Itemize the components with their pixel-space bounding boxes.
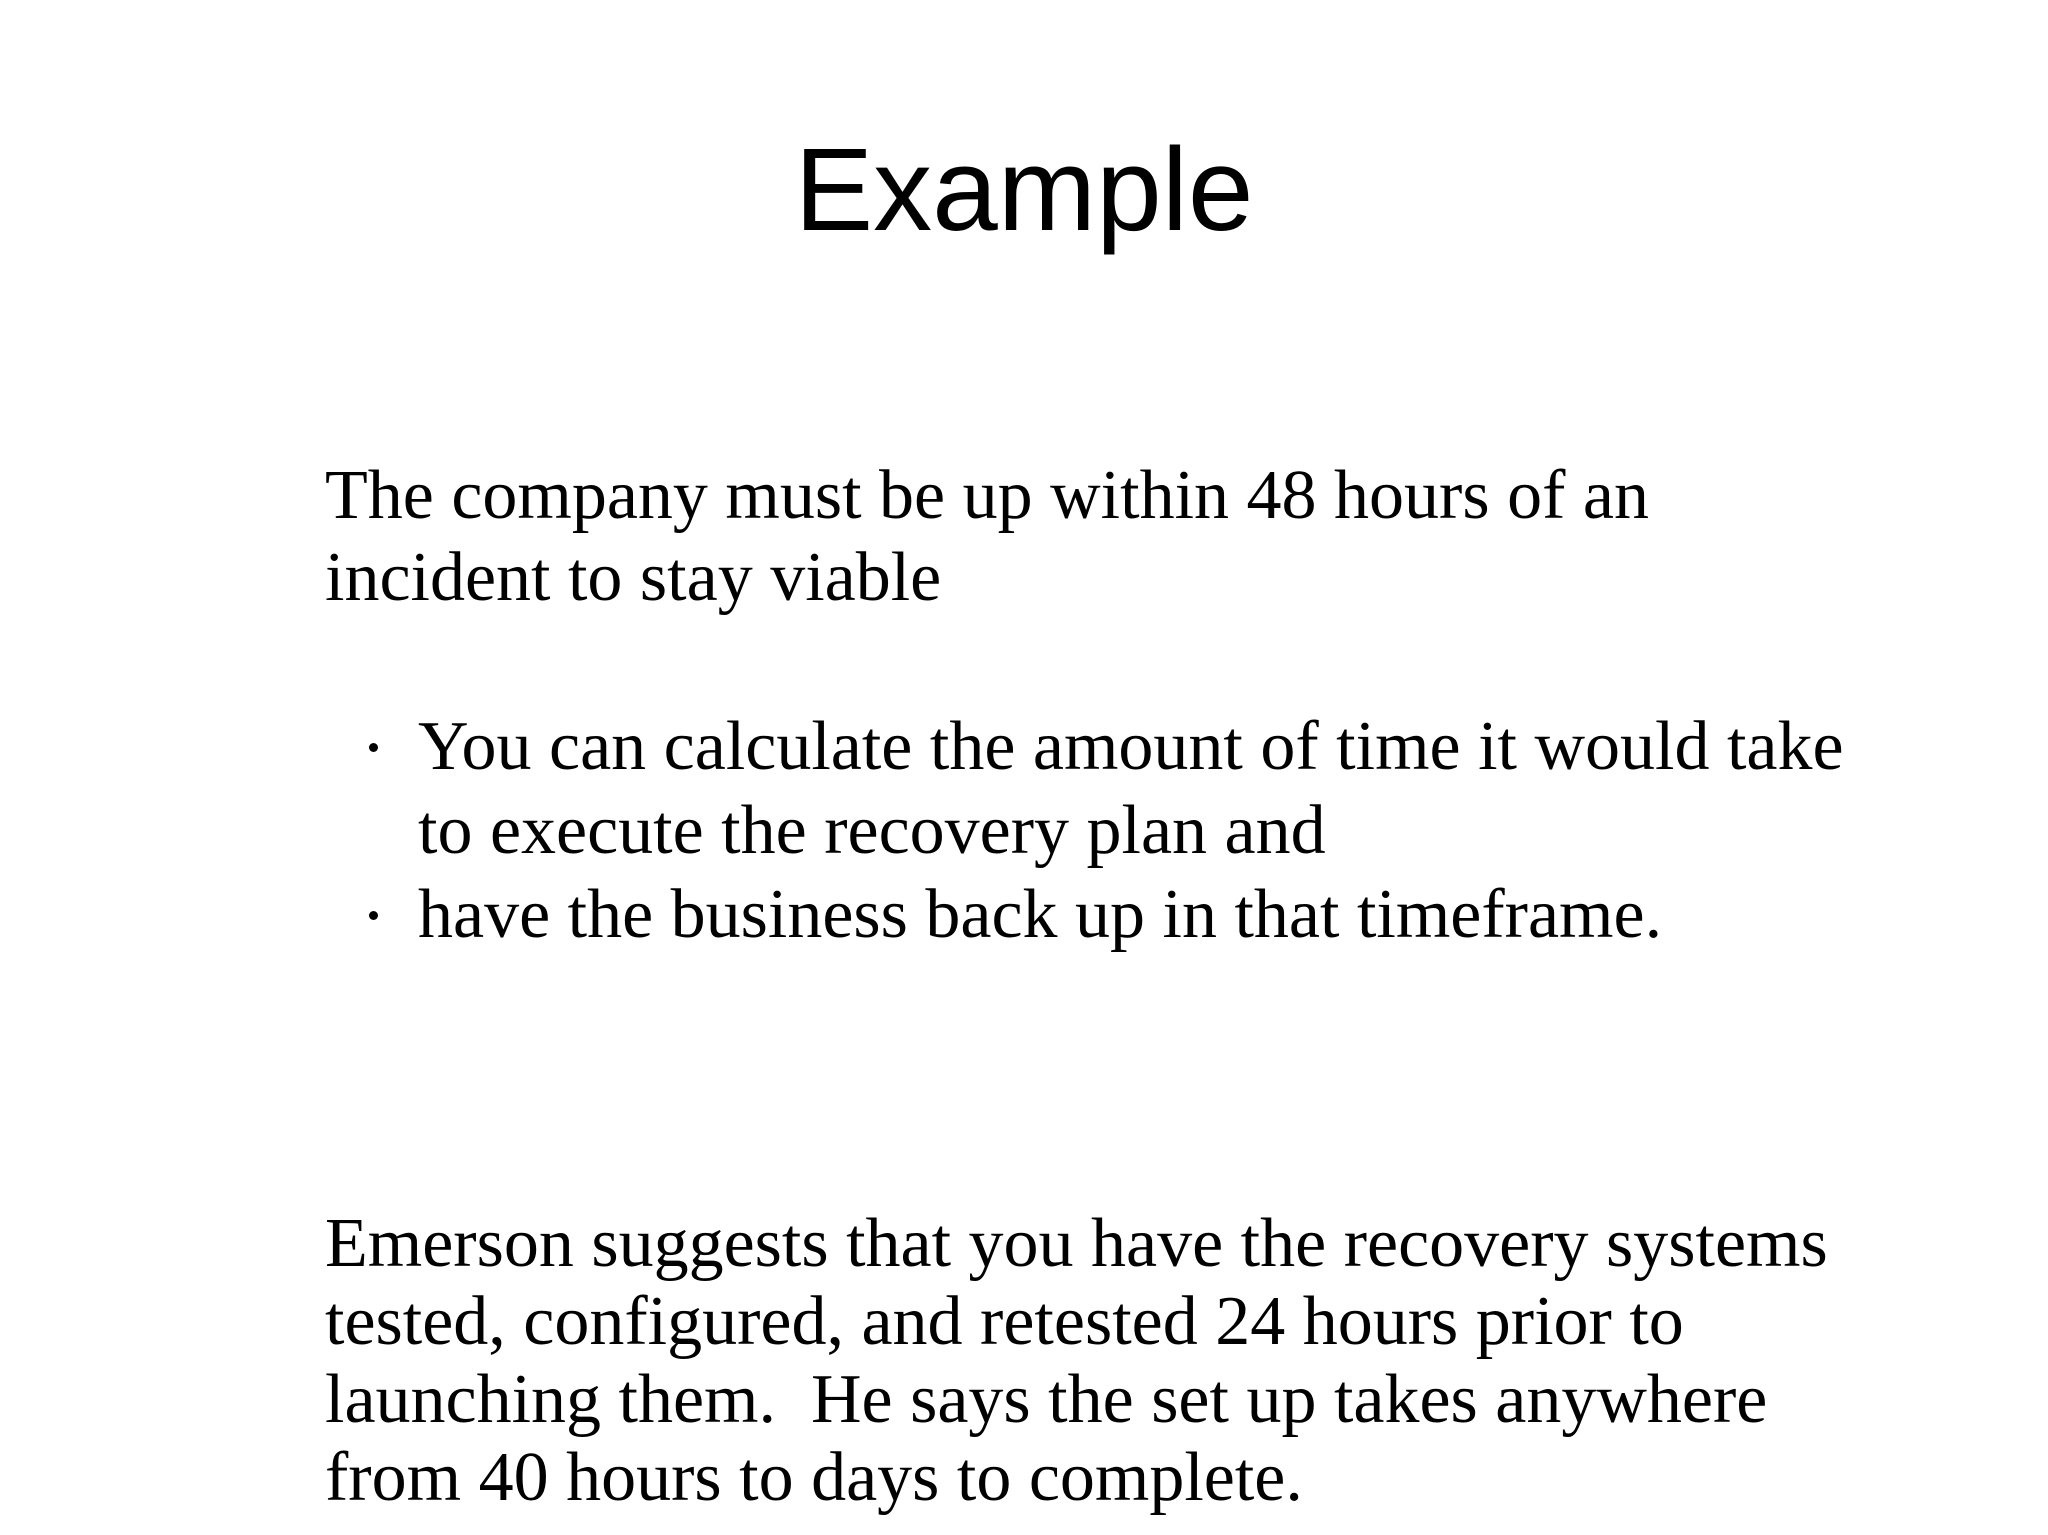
bullet-icon [369,911,378,920]
bullet-text: have the business back up in that timeframe. [418,876,1663,953]
bullet-item [325,873,1885,957]
slide-title: Example [794,124,1254,256]
bullet-item [325,705,1885,873]
note-paragraph: Emerson suggests that you have the recovery systems tested, configured, and retested 24 hours prior to launching them. He says the set up takes anywhere from 40 hours to days to complete. [325,1205,1846,1516]
bullet-text: You can calculate the amount of time it would take to execute the recovery plan and [418,708,1844,869]
intro-paragraph: The company must be up within 48 hours of an incident to stay viable [325,457,1649,616]
bullet-icon [369,743,378,752]
bullet-list [325,705,1885,957]
